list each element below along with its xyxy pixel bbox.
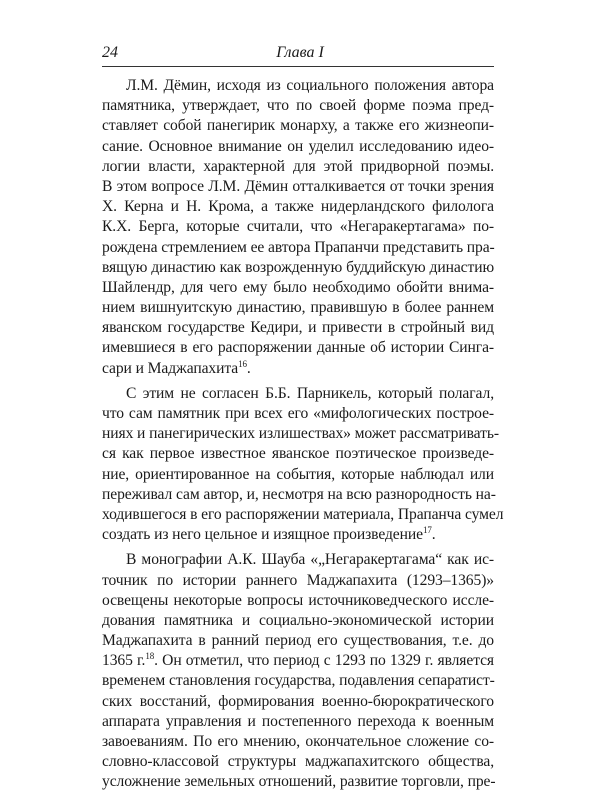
footnote-marker: 18 bbox=[145, 651, 155, 662]
text-line: освещены некоторые вопросы источниковедческого иссле- bbox=[102, 591, 494, 609]
text-line: имевшиеся в его распоряжении данные об истории Синга- bbox=[102, 339, 494, 357]
footnote-marker: 17 bbox=[422, 525, 432, 536]
line-text: сари и Маджапахита bbox=[102, 359, 239, 377]
text-line: Х. Керна и Н. Крома, а также нидерландского филолога bbox=[102, 198, 494, 216]
header-rule bbox=[102, 66, 494, 67]
text-line: временем становления государства, подавления сепаратист- bbox=[102, 672, 495, 690]
line-tail: . bbox=[431, 526, 436, 544]
text-line: яванском государстве Кедири, и привести в стройный вид bbox=[102, 319, 494, 337]
text-line-last bbox=[102, 525, 494, 545]
page-number: 24 bbox=[102, 44, 118, 61]
paragraph-1 bbox=[102, 76, 494, 379]
text-line: памятника, утверждает, что по своей форме поэма пред- bbox=[102, 97, 494, 115]
text-line: В монографии А.К. Шауба «„Негаракертагама“ как ис- bbox=[126, 551, 494, 569]
text-line: переживал сам автор, и, несмотря на всю разнородность на- bbox=[102, 485, 496, 503]
text-line: сание. Основное внимание он уделил исследованию идео- bbox=[102, 137, 494, 155]
line-tail: . bbox=[246, 359, 251, 377]
text-line: точник по истории раннего Маджапахита (1293–1365)» bbox=[102, 571, 494, 589]
paragraph-2 bbox=[102, 384, 504, 546]
text-line: что сам памятник при всех его «мифологических построе- bbox=[102, 405, 494, 422]
footnote-marker: 16 bbox=[238, 358, 247, 369]
text-line: К.Х. Берга, которые считали, что «Негаракертагама» по- bbox=[102, 218, 494, 236]
text-line: логии власти, характерной для этой придворной поэмы. bbox=[102, 157, 494, 175]
text-line: ставляет собой панегирик монарху, а также его жизнеопи- bbox=[102, 117, 494, 135]
chapter-title: Глава I bbox=[276, 44, 324, 61]
text-line: ходившегося в его распоряжении материала, Прапанча сумел bbox=[102, 505, 504, 523]
text-line: Шайлендр, для чего ему было необходимо обойти внима- bbox=[102, 278, 494, 296]
line-text: . Он отметил, что период с 1293 по 1329 г. является bbox=[154, 652, 495, 670]
text-line: ся как первое известное яванское поэтическое произведе- bbox=[102, 445, 494, 463]
line-text: создать из него цельное и изящное произведение bbox=[102, 526, 423, 544]
text-line: завоеваниям. По его мнению, окончательное сложение со- bbox=[102, 733, 494, 750]
text-line: Маджапахита в ранний период его существования, т.е. до bbox=[102, 632, 494, 650]
text-line: дования памятника и социально-экономической истории bbox=[102, 611, 494, 629]
text-line-last bbox=[102, 359, 494, 379]
body-text bbox=[102, 76, 504, 798]
text-line: С этим не согласен Б.Б. Парникель, который полагал, bbox=[126, 384, 494, 402]
line-text: 1365 г. bbox=[102, 652, 146, 670]
text-line: ние, ориентированное на события, которые наблюдал или bbox=[102, 465, 494, 483]
text-line: нием вишнуитскую династию, правившую в более раннем bbox=[102, 299, 494, 317]
running-head bbox=[0, 44, 600, 68]
text-line: ниях и панегирических излишествах» может рассматривать- bbox=[102, 425, 499, 443]
text-line: вящую династию как возрожденную буддийскую династию bbox=[102, 258, 494, 276]
text-line: Л.М. Дёмин, исходя из социального положения автора bbox=[126, 77, 494, 94]
text-line: рождена стремлением ее автора Прапанчи представить пра- bbox=[102, 238, 495, 256]
text-line: аппарата управления и постепенного перехода к военным bbox=[102, 712, 494, 730]
text-line: ских восстаний, формирования военно-бюрократического bbox=[102, 692, 494, 710]
text-line: усложнение земельных отношений, развитие торговли, пре- bbox=[102, 773, 496, 791]
paragraph-3 bbox=[102, 550, 494, 792]
text-line: словно-классовой структуры маджапахитского общества, bbox=[102, 753, 494, 771]
text-line-with-footnote bbox=[102, 651, 494, 671]
text-line: В этом вопросе Л.М. Дёмин отталкивается от точки зрения bbox=[102, 177, 494, 195]
